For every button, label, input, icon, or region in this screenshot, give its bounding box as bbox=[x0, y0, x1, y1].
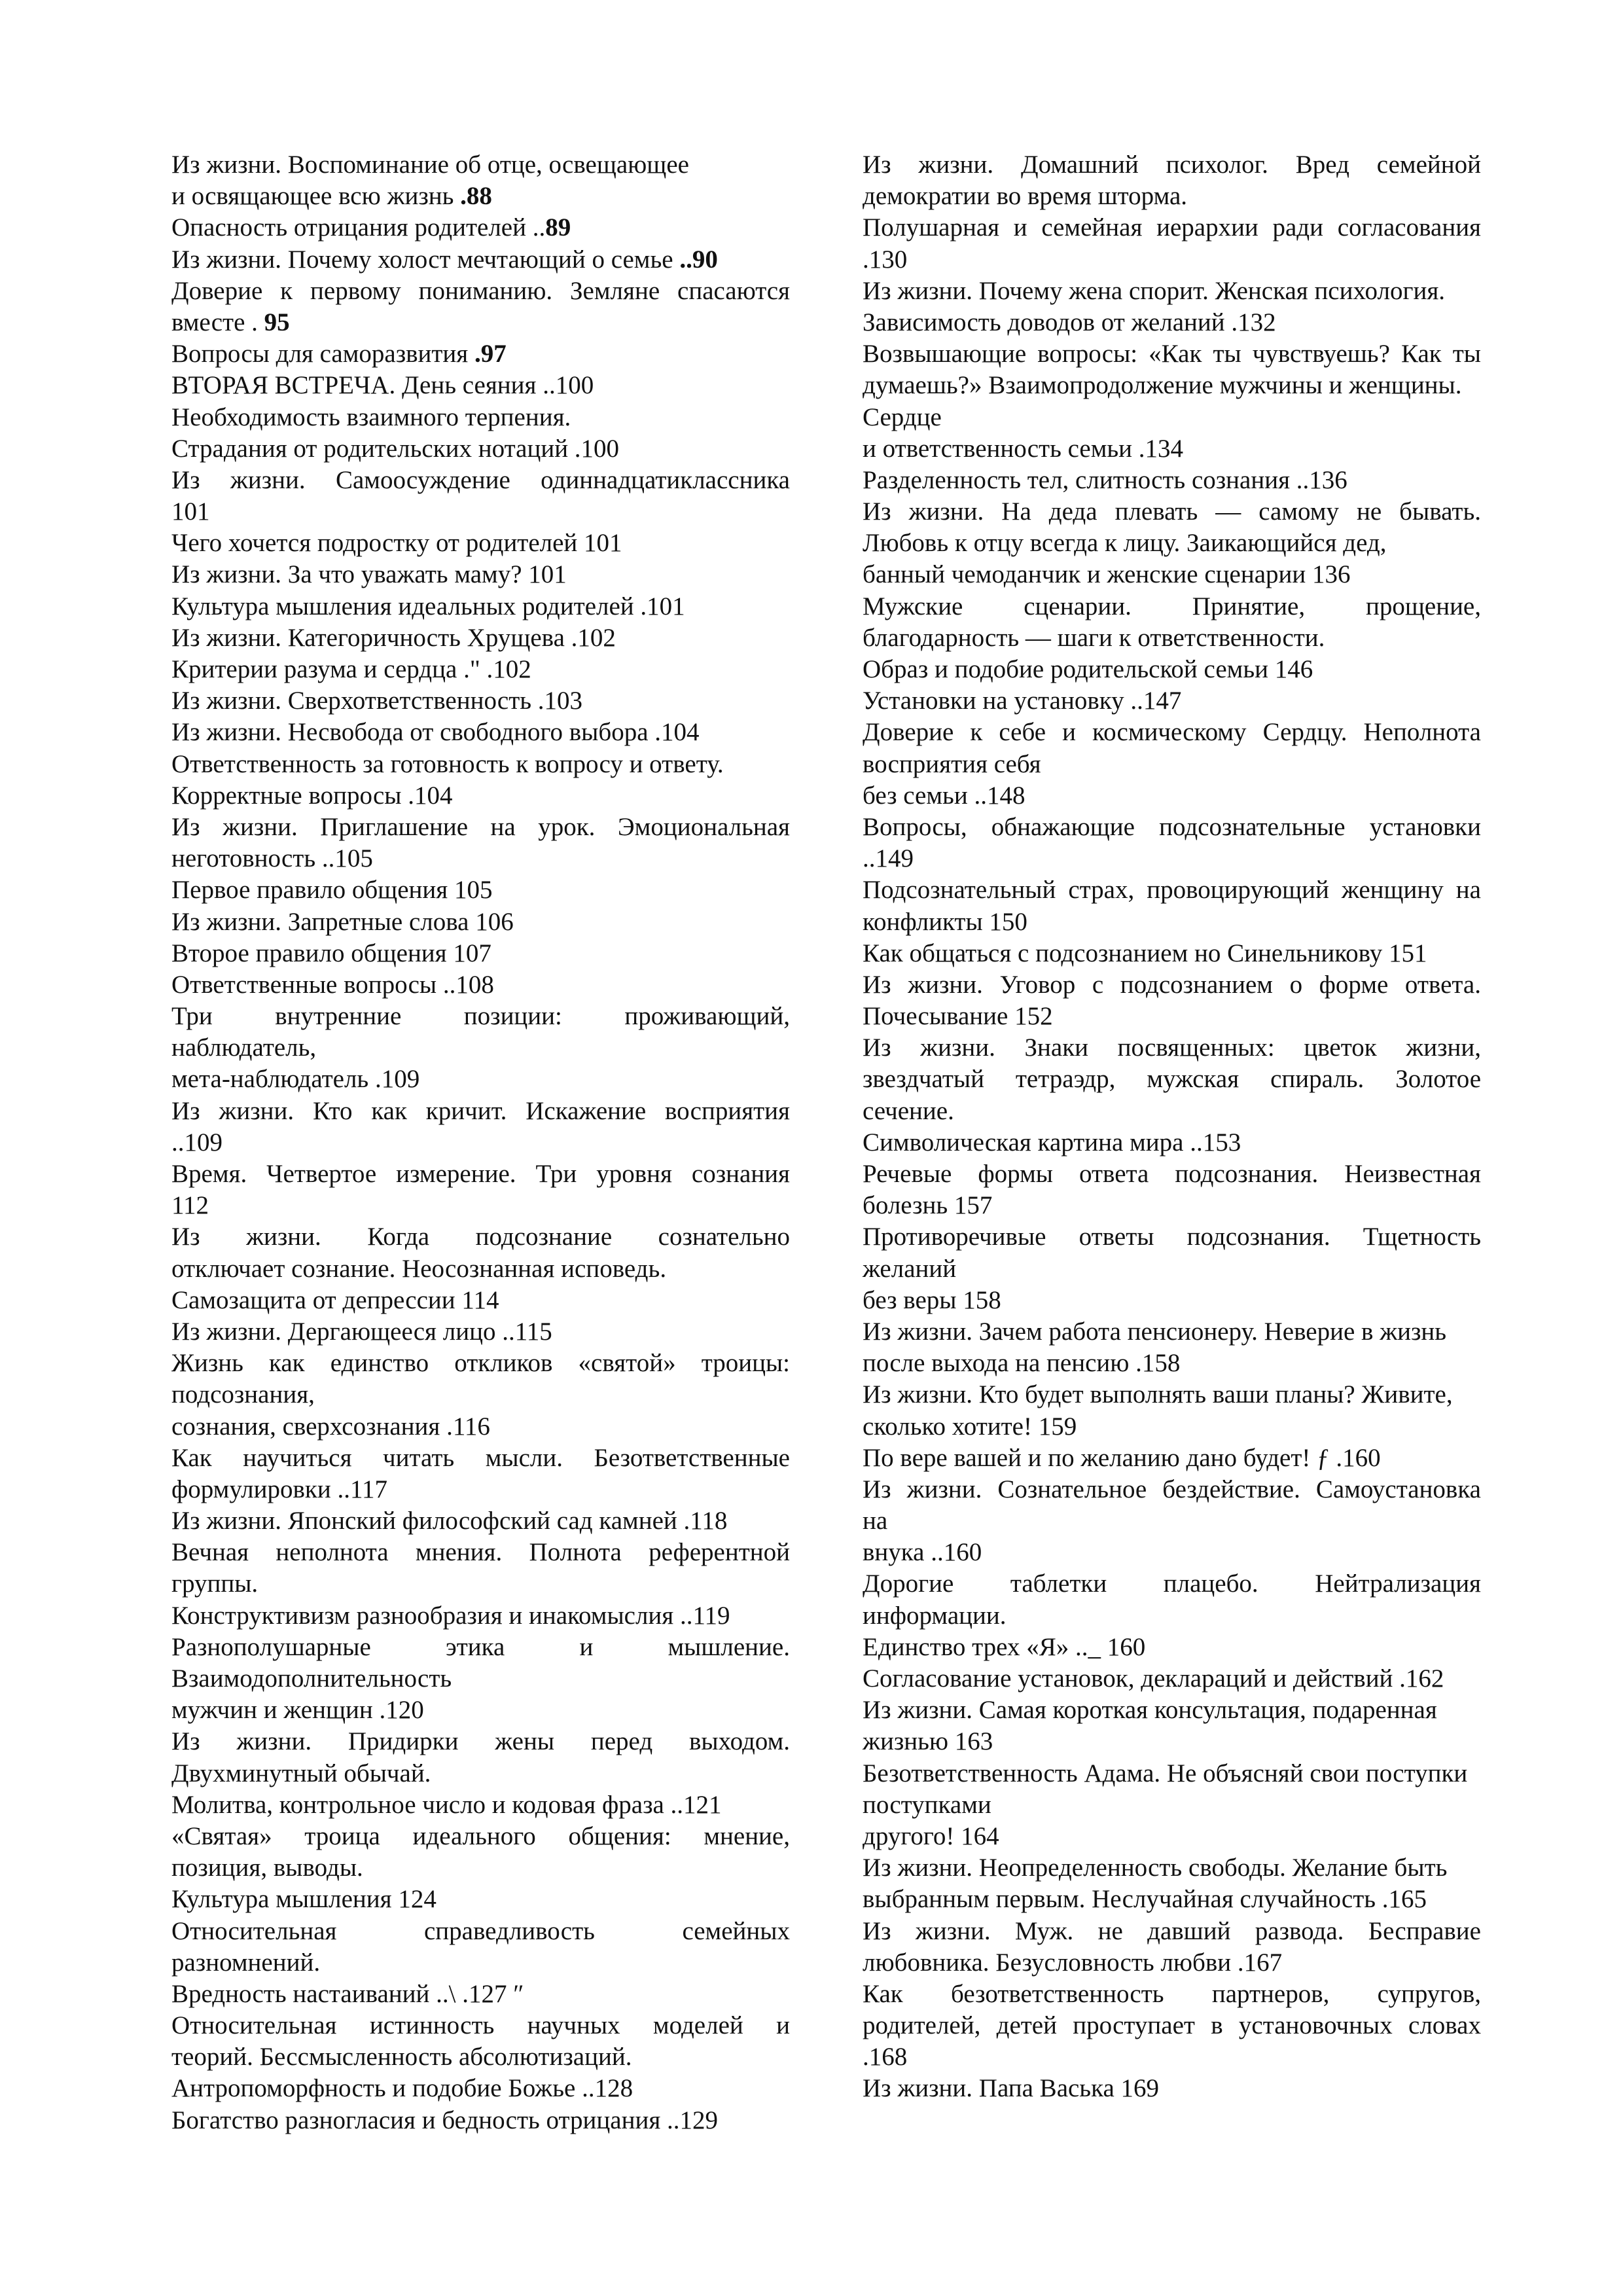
toc-line bbox=[171, 212, 790, 243]
toc-entry-text: «Святая» троица идеального общения: мнение, bbox=[171, 1821, 790, 1850]
toc-line bbox=[171, 1505, 790, 1537]
toc-line bbox=[171, 1158, 790, 1190]
toc-line bbox=[171, 591, 790, 622]
toc-entry-text: Из жизни. На деда плевать — самому не бывать. bbox=[863, 497, 1481, 526]
toc-entry-text: Почесывание 152 bbox=[863, 1002, 1053, 1031]
toc-line bbox=[863, 1505, 1481, 1537]
toc-line bbox=[863, 591, 1481, 622]
toc-entry-text: разномнений. bbox=[171, 1948, 321, 1977]
toc-line bbox=[171, 1379, 790, 1410]
toc-line bbox=[171, 1632, 790, 1663]
toc-line bbox=[171, 717, 790, 748]
toc-entry-text: на bbox=[863, 1507, 888, 1535]
toc-line bbox=[171, 1316, 790, 1348]
toc-entry-text: отключает сознание. Неосознанная исповедь. bbox=[171, 1254, 667, 1283]
toc-line bbox=[171, 559, 790, 590]
toc-line bbox=[863, 812, 1481, 843]
toc-line bbox=[863, 402, 1481, 433]
toc-line bbox=[863, 1190, 1481, 1221]
toc-line bbox=[863, 496, 1481, 528]
toc-line bbox=[171, 1127, 790, 1158]
toc-entry-text: Второе правило общения 107 bbox=[171, 939, 491, 967]
toc-entry-text: Из жизни. Зачем работа пенсионеру. Неверие в жизнь bbox=[863, 1317, 1447, 1346]
toc-line bbox=[171, 1411, 790, 1443]
toc-line bbox=[171, 1600, 790, 1632]
toc-entry-text: Богатство разногласия и бедность отрицания ..129 bbox=[171, 2106, 719, 2134]
toc-entry-text: Из жизни. Несвобода от свободного выбора .104 bbox=[171, 718, 700, 747]
toc-line bbox=[171, 496, 790, 528]
toc-line bbox=[863, 212, 1481, 243]
left-column bbox=[171, 149, 790, 2136]
toc-line bbox=[171, 1821, 790, 1852]
toc-line bbox=[171, 1032, 790, 1064]
toc-entry-text: думаешь?» Взаимопродолжение мужчины и женщины. bbox=[863, 371, 1462, 400]
toc-entry-text: Из жизни. Японский философский сад камней .118 bbox=[171, 1507, 728, 1535]
toc-entry-text: Речевые формы ответа подсознания. Неизвестная bbox=[863, 1160, 1481, 1188]
toc-line bbox=[171, 812, 790, 843]
toc-entry-text: Из жизни. Придирки жены перед выходом. bbox=[171, 1727, 790, 1756]
toc-line bbox=[171, 528, 790, 559]
toc-line bbox=[171, 1001, 790, 1032]
toc-entry-text: мета-наблюдатель .109 bbox=[171, 1065, 420, 1094]
toc-line bbox=[171, 1726, 790, 1757]
toc-entry-text: Из жизни. Неопределенность свободы. Желание быть bbox=[863, 1854, 1448, 1882]
toc-entry-text: Самозащита от депрессии 114 bbox=[171, 1285, 499, 1314]
toc-entry-text: Согласование установок, деклараций и действий .162 bbox=[863, 1664, 1444, 1693]
toc-entry-text: По вере вашей и по желанию дано будет! ƒ .160 bbox=[863, 1443, 1381, 1472]
toc-entry-text: Из жизни. Кто как кричит. Искажение восприятия bbox=[171, 1096, 790, 1125]
toc-entry-text: Вечная неполнота мнения. Полнота референтной bbox=[171, 1538, 790, 1567]
toc-entry-text: теорий. Бессмысленность абсолютизаций. bbox=[171, 2043, 632, 2072]
toc-page-number: .97 bbox=[474, 340, 507, 368]
toc-entry-text: Сердце bbox=[863, 403, 942, 431]
toc-entry-text: Символическая картина мира ..153 bbox=[863, 1128, 1241, 1157]
toc-line bbox=[171, 370, 790, 401]
toc-entry-text: Жизнь как единство откликов «святой» троицы: bbox=[171, 1349, 790, 1378]
toc-line bbox=[863, 749, 1481, 780]
toc-line bbox=[863, 622, 1481, 654]
toc-entry-text: конфликты 150 bbox=[863, 907, 1027, 936]
toc-page-number: ..90 bbox=[679, 245, 718, 274]
toc-entry-text: Корректные вопросы .104 bbox=[171, 781, 453, 810]
toc-entry-text: банный чемоданчик и женские сценарии 136 bbox=[863, 560, 1351, 589]
toc-entry-text: мужчин и женщин .120 bbox=[171, 1696, 424, 1725]
toc-line bbox=[171, 1789, 790, 1821]
toc-entry-text: Время. Четвертое измерение. Три уровня сознания bbox=[171, 1160, 790, 1188]
toc-entry-text: Ответственные вопросы ..108 bbox=[171, 970, 494, 999]
toc-line bbox=[171, 749, 790, 780]
toc-line bbox=[171, 2105, 790, 2136]
toc-line bbox=[863, 1821, 1481, 1852]
toc-line bbox=[863, 465, 1481, 496]
toc-entry-text: Необходимость взаимного терпения. bbox=[171, 403, 571, 431]
toc-line bbox=[171, 338, 790, 370]
toc-entry-text: звездчатый тетраэдр, мужская спираль. Золотое bbox=[863, 1065, 1481, 1094]
toc-entry-text: и освящающее всю жизнь bbox=[171, 182, 461, 211]
toc-line bbox=[863, 843, 1481, 874]
toc-line bbox=[171, 1916, 790, 1947]
toc-line bbox=[863, 1443, 1481, 1474]
toc-line bbox=[863, 1348, 1481, 1379]
toc-line bbox=[171, 2073, 790, 2104]
toc-line bbox=[863, 1064, 1481, 1095]
toc-entry-text: демократии во время шторма. bbox=[863, 182, 1188, 211]
toc-page-number: 89 bbox=[545, 213, 571, 242]
toc-line bbox=[863, 1474, 1481, 1505]
toc-line bbox=[863, 244, 1481, 276]
toc-line bbox=[863, 1758, 1481, 1789]
toc-line bbox=[863, 1663, 1481, 1695]
toc-entry-text: Установки на установку ..147 bbox=[863, 687, 1182, 715]
toc-line bbox=[863, 370, 1481, 401]
toc-entry-text: Доверие к себе и космическому Сердцу. Неполнота bbox=[863, 718, 1481, 747]
toc-entry-text: другого! 164 bbox=[863, 1821, 999, 1850]
toc-entry-text: благодарность — шаги к ответственности. bbox=[863, 623, 1325, 652]
toc-entry-text: Относительная справедливость семейных bbox=[171, 1916, 790, 1945]
toc-entry-text: Культура мышления идеальных родителей .101 bbox=[171, 592, 685, 620]
toc-entry-text: без веры 158 bbox=[863, 1285, 1001, 1314]
toc-entry-text: желаний bbox=[863, 1254, 957, 1283]
toc-entry-text: Из жизни. Уговор с подсознанием о форме ответа. bbox=[863, 970, 1481, 999]
toc-entry-text: Из жизни. Когда подсознание сознательно bbox=[171, 1223, 790, 1251]
toc-line bbox=[171, 938, 790, 969]
toc-entry-text: выбранным первым. Неслучайная случайность .165 bbox=[863, 1885, 1427, 1914]
toc-entry-text: Из жизни. Знаки посвященных: цветок жизни, bbox=[863, 1033, 1481, 1062]
toc-entry-text: болезнь 157 bbox=[863, 1191, 993, 1220]
toc-entry-text: Возвышающие вопросы: «Как ты чувствуешь? Как ты bbox=[863, 340, 1481, 368]
toc-entry-text: Из жизни. Запретные слова 106 bbox=[171, 907, 514, 936]
toc-entry-text: Полушарная и семейная иерархии ради согласования bbox=[863, 213, 1481, 242]
toc-line bbox=[171, 1443, 790, 1474]
toc-entry-text: ВТОРАЯ ВСТРЕЧА. День сеяния ..100 bbox=[171, 371, 594, 400]
toc-line bbox=[863, 559, 1481, 590]
toc-entry-text: Двухминутный обычай. bbox=[171, 1759, 431, 1787]
toc-entry-text: Дорогие таблетки плацебо. Нейтрализация bbox=[863, 1570, 1481, 1598]
toc-entry-text: Из жизни. Муж. не давший развода. Бесправие bbox=[863, 1916, 1481, 1945]
toc-line bbox=[863, 1127, 1481, 1158]
toc-entry-text: Из жизни. Категоричность Хрущева .102 bbox=[171, 623, 616, 652]
toc-line bbox=[863, 1096, 1481, 1127]
toc-entry-text: Молитва, контрольное число и кодовая фраза ..121 bbox=[171, 1790, 722, 1819]
toc-line bbox=[863, 181, 1481, 212]
toc-entry-text: Единство трех «Я» .._ 160 bbox=[863, 1632, 1146, 1661]
toc-entry-text: внука ..160 bbox=[863, 1538, 982, 1567]
toc-entry-text: Безответственность Адама. Не объясняй свои поступки bbox=[863, 1759, 1468, 1787]
toc-line bbox=[863, 1001, 1481, 1032]
toc-line bbox=[863, 1979, 1481, 2010]
toc-line bbox=[863, 1726, 1481, 1757]
toc-entry-text: поступками bbox=[863, 1790, 991, 1819]
toc-line bbox=[863, 1537, 1481, 1568]
toc-line bbox=[171, 969, 790, 1001]
toc-entry-text: Из жизни. Сверхответственность .103 bbox=[171, 687, 583, 715]
toc-line bbox=[171, 622, 790, 654]
toc-entry-text: .168 bbox=[863, 2043, 908, 2072]
toc-entry-text: Любовь к отцу всегда к лицу. Заикающийся дед, bbox=[863, 529, 1387, 558]
toc-entry-text: после выхода на пенсию .158 bbox=[863, 1349, 1181, 1378]
toc-entry-text: Относительная истинность научных моделей и bbox=[171, 2011, 790, 2040]
toc-entry-text: Из жизни. Самая короткая консультация, подаренная bbox=[863, 1696, 1437, 1725]
toc-entry-text: Чего хочется подростку от родителей 101 bbox=[171, 529, 622, 558]
toc-entry-text: Из жизни. Папа Васька 169 bbox=[863, 2074, 1160, 2103]
toc-entry-text: Из жизни. За что уважать маму? 101 bbox=[171, 560, 567, 589]
toc-line bbox=[171, 1348, 790, 1379]
toc-line bbox=[863, 1379, 1481, 1410]
toc-entry-text: 101 bbox=[171, 497, 210, 526]
toc-entry-text: Антропоморфность и подобие Божье ..128 bbox=[171, 2074, 633, 2103]
toc-line bbox=[863, 1568, 1481, 1600]
toc-line bbox=[171, 685, 790, 717]
toc-entry-text: Как общаться с подсознанием но Синельникову 151 bbox=[863, 939, 1427, 967]
toc-line bbox=[863, 1884, 1481, 1915]
toc-entry-text: ..109 bbox=[171, 1128, 223, 1157]
toc-line bbox=[171, 1537, 790, 1568]
toc-line bbox=[863, 276, 1481, 307]
toc-entry-text: сколько хотите! 159 bbox=[863, 1412, 1077, 1441]
toc-line bbox=[171, 1663, 790, 1695]
toc-entry-text: наблюдатель, bbox=[171, 1033, 317, 1062]
toc-line bbox=[171, 307, 790, 338]
toc-line bbox=[171, 1221, 790, 1253]
toc-entry-text: Подсознательный страх, провоцирующий женщину на bbox=[863, 876, 1481, 905]
toc-line bbox=[171, 2041, 790, 2073]
toc-line bbox=[171, 1285, 790, 1316]
toc-line bbox=[171, 244, 790, 276]
toc-entry-text: Ответственность за готовность к вопросу и ответу. bbox=[171, 749, 724, 778]
toc-line bbox=[863, 1032, 1481, 1064]
toc-entry-text: Вопросы, обнажающие подсознательные установки bbox=[863, 812, 1481, 841]
toc-line bbox=[171, 181, 790, 212]
toc-entry-text: позиция, выводы. bbox=[171, 1854, 363, 1882]
toc-entry-text: Из жизни. Самоосуждение одиннадцатиклассника bbox=[171, 465, 790, 494]
toc-line bbox=[171, 1096, 790, 1127]
toc-entry-text: Конструктивизм разнообразия и инакомыслия ..119 bbox=[171, 1601, 730, 1630]
toc-entry-text: сознания, сверхсознания .116 bbox=[171, 1412, 490, 1441]
toc-line bbox=[863, 1852, 1481, 1884]
toc-line bbox=[171, 1695, 790, 1726]
toc-entry-text: подсознания, bbox=[171, 1380, 315, 1409]
toc-line bbox=[171, 1884, 790, 1915]
toc-entry-text: Первое правило общения 105 bbox=[171, 876, 493, 905]
toc-entry-text: сечение. bbox=[863, 1096, 954, 1125]
toc-line bbox=[863, 528, 1481, 559]
toc-entry-text: Как безответственность партнеров, супругов, bbox=[863, 1979, 1481, 2008]
toc-entry-text: Разнополушарные этика и мышление. bbox=[171, 1632, 790, 1661]
toc-line bbox=[171, 1474, 790, 1505]
toc-entry-text: Критерии разума и сердца ." .102 bbox=[171, 655, 531, 683]
toc-line bbox=[171, 465, 790, 496]
toc-page-number: 95 bbox=[264, 308, 290, 336]
toc-line bbox=[863, 1316, 1481, 1348]
toc-line bbox=[863, 338, 1481, 370]
toc-line bbox=[863, 717, 1481, 748]
toc-entry-text: Страдания от родительских нотаций .100 bbox=[171, 434, 620, 463]
toc-entry-text: ..149 bbox=[863, 844, 914, 873]
toc-entry-text: Зависимость доводов от желаний .132 bbox=[863, 308, 1276, 336]
toc-entry-text: Из жизни. Приглашение на урок. Эмоциональная bbox=[171, 812, 790, 841]
toc-entry-text: любовника. Безусловность любви .167 bbox=[863, 1948, 1283, 1977]
toc-line bbox=[863, 874, 1481, 906]
toc-line bbox=[863, 2041, 1481, 2073]
toc-line bbox=[863, 1916, 1481, 1947]
toc-line bbox=[863, 906, 1481, 938]
toc-entry-text: Вредность настаиваний ..\ .127 ″ bbox=[171, 1979, 524, 2008]
toc-line bbox=[171, 874, 790, 906]
toc-entry-text: восприятия себя bbox=[863, 749, 1041, 778]
toc-entry-text: и ответственность семьи .134 bbox=[863, 434, 1184, 463]
toc-line bbox=[171, 780, 790, 812]
toc-line bbox=[171, 1568, 790, 1600]
toc-entry-text: Из жизни. Дергающееся лицо ..115 bbox=[171, 1317, 552, 1346]
toc-line bbox=[171, 654, 790, 685]
toc-entry-text: жизнью 163 bbox=[863, 1727, 993, 1756]
toc-line bbox=[863, 2010, 1481, 2041]
toc-line bbox=[171, 402, 790, 433]
toc-entry-text: Разделенность тел, слитность сознания ..136 bbox=[863, 465, 1347, 494]
toc-entry-text: Вопросы для саморазвития bbox=[171, 340, 474, 368]
toc-entry-text: Из жизни. Кто будет выполнять ваши планы? Живите, bbox=[863, 1380, 1453, 1409]
toc-line bbox=[171, 1947, 790, 1979]
toc-entry-text: информации. bbox=[863, 1601, 1007, 1630]
toc-entry-text: Из жизни. Воспоминание об отце, освещающее bbox=[171, 151, 689, 179]
toc-line bbox=[863, 685, 1481, 717]
toc-line bbox=[863, 1285, 1481, 1316]
toc-entry-text: Образ и подобие родительской семьи 146 bbox=[863, 655, 1313, 683]
toc-entry-text: формулировки ..117 bbox=[171, 1475, 388, 1503]
toc-line bbox=[171, 433, 790, 465]
toc-line bbox=[863, 1411, 1481, 1443]
toc-page-number: .88 bbox=[460, 182, 492, 211]
toc-line bbox=[863, 1221, 1481, 1253]
toc-entry-text: Взаимодополнительность bbox=[171, 1664, 452, 1693]
toc-entry-text: родителей, детей проступает в установочных словах bbox=[863, 2011, 1481, 2040]
toc-line bbox=[863, 1947, 1481, 1979]
toc-line bbox=[171, 843, 790, 874]
toc-line bbox=[171, 276, 790, 307]
toc-line bbox=[863, 654, 1481, 685]
toc-line bbox=[863, 969, 1481, 1001]
toc-line bbox=[863, 1253, 1481, 1285]
toc-line bbox=[171, 1253, 790, 1285]
right-column bbox=[863, 149, 1481, 2105]
toc-line bbox=[171, 906, 790, 938]
toc-entry-text: Культура мышления 124 bbox=[171, 1885, 437, 1914]
toc-line bbox=[171, 1852, 790, 1884]
toc-entry-text: Опасность отрицания родителей .. bbox=[171, 213, 546, 242]
toc-entry-text: 112 bbox=[171, 1191, 209, 1220]
toc-entry-text: Мужские сценарии. Принятие, прощение, bbox=[863, 592, 1481, 620]
toc-line bbox=[863, 780, 1481, 812]
toc-line bbox=[171, 1758, 790, 1789]
toc-entry-text: вместе . bbox=[171, 308, 264, 336]
toc-line bbox=[171, 1979, 790, 2010]
toc-line bbox=[171, 149, 790, 181]
toc-entry-text: Из жизни. Домашний психолог. Вред семейной bbox=[863, 151, 1481, 179]
toc-entry-text: Три внутренние позиции: проживающий, bbox=[171, 1002, 790, 1031]
toc-line bbox=[863, 149, 1481, 181]
toc-entry-text: Из жизни. Почему холост мечтающий о семье bbox=[171, 245, 680, 274]
toc-entry-text: .130 bbox=[863, 245, 908, 274]
toc-line bbox=[863, 938, 1481, 969]
toc-entry-text: неготовность ..105 bbox=[171, 844, 373, 873]
toc-line bbox=[863, 1695, 1481, 1726]
toc-line bbox=[171, 1064, 790, 1095]
toc-entry-text: без семьи ..148 bbox=[863, 781, 1026, 810]
toc-entry-text: Как научиться читать мысли. Безответственные bbox=[171, 1443, 790, 1472]
toc-line bbox=[863, 307, 1481, 338]
toc-line bbox=[863, 1600, 1481, 1632]
toc-line bbox=[863, 1632, 1481, 1663]
toc-entry-text: Доверие к первому пониманию. Земляне спасаются bbox=[171, 276, 790, 305]
toc-entry-text: Из жизни. Почему жена спорит. Женская психология. bbox=[863, 276, 1446, 305]
toc-line bbox=[171, 1190, 790, 1221]
toc-line bbox=[171, 2010, 790, 2041]
toc-entry-text: Противоречивые ответы подсознания. Тщетность bbox=[863, 1223, 1481, 1251]
toc-line bbox=[863, 1789, 1481, 1821]
toc-line bbox=[863, 1158, 1481, 1190]
toc-entry-text: Из жизни. Сознательное бездействие. Самоустановка bbox=[863, 1475, 1481, 1503]
toc-line bbox=[863, 2073, 1481, 2104]
toc-entry-text: группы. bbox=[171, 1570, 259, 1598]
toc-line bbox=[863, 433, 1481, 465]
